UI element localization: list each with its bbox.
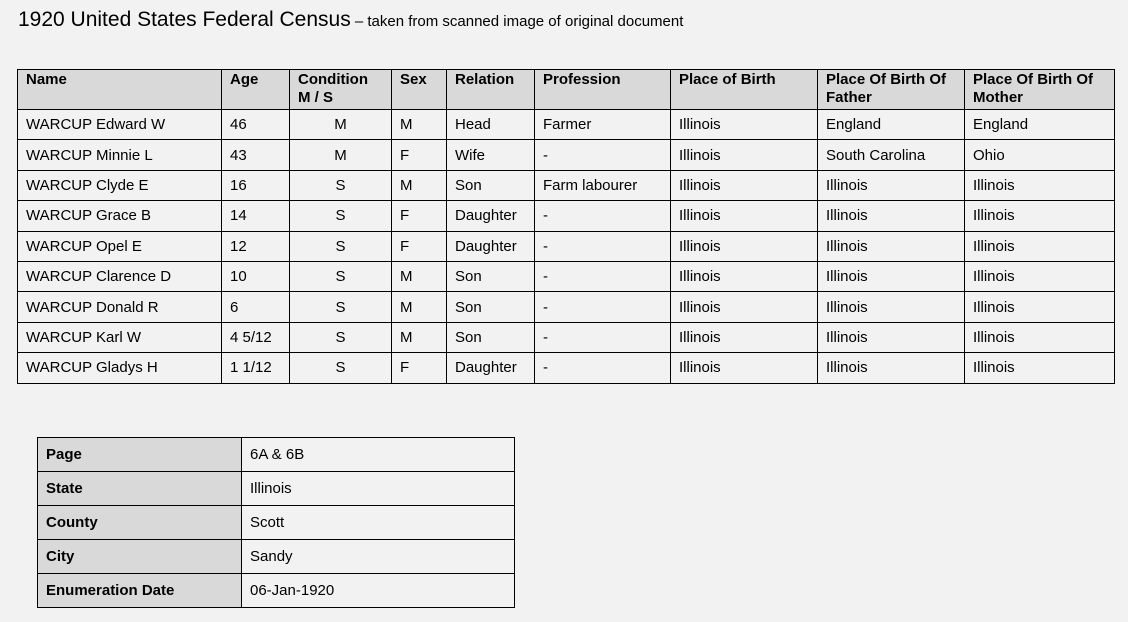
cell-father-birth: England: [818, 110, 965, 140]
cell-sex: M: [392, 261, 447, 291]
header-condition: Condition M / S: [290, 70, 392, 110]
cell-age: 1 1/12: [222, 353, 290, 383]
cell-father-birth: Illinois: [818, 322, 965, 352]
cell-relation: Daughter: [447, 231, 535, 261]
cell-mother-birth: Ohio: [965, 140, 1115, 170]
cell-age: 16: [222, 170, 290, 200]
cell-name: WARCUP Karl W: [18, 322, 222, 352]
header-sex: Sex: [392, 70, 447, 110]
cell-condition: S: [290, 292, 392, 322]
cell-name: WARCUP Minnie L: [18, 140, 222, 170]
detail-row-enumeration-date: [38, 574, 515, 608]
cell-sex: M: [392, 292, 447, 322]
cell-place-of-birth: Illinois: [671, 292, 818, 322]
cell-profession: -: [535, 292, 671, 322]
cell-sex: F: [392, 201, 447, 231]
cell-name: WARCUP Clyde E: [18, 170, 222, 200]
detail-value: Scott: [242, 506, 515, 540]
cell-relation: Head: [447, 110, 535, 140]
cell-profession: -: [535, 140, 671, 170]
detail-row-city: [38, 540, 515, 574]
header-place-of-birth: Place of Birth: [671, 70, 818, 110]
cell-name: WARCUP Donald R: [18, 292, 222, 322]
cell-mother-birth: Illinois: [965, 292, 1115, 322]
census-table: [17, 69, 1115, 384]
cell-relation: Wife: [447, 140, 535, 170]
detail-row-county: [38, 506, 515, 540]
cell-mother-birth: Illinois: [965, 231, 1115, 261]
cell-condition: M: [290, 110, 392, 140]
detail-label: Page: [38, 438, 242, 472]
table-row: [18, 322, 1115, 352]
cell-age: 10: [222, 261, 290, 291]
detail-label: City: [38, 540, 242, 574]
title-subtitle: – taken from scanned image of original document: [350, 13, 684, 30]
cell-condition: S: [290, 322, 392, 352]
table-row: [18, 261, 1115, 291]
table-row: [18, 110, 1115, 140]
detail-label: State: [38, 472, 242, 506]
header-mother-birth: Place Of Birth Of Mother: [965, 70, 1115, 110]
cell-age: 46: [222, 110, 290, 140]
cell-place-of-birth: Illinois: [671, 140, 818, 170]
cell-father-birth: Illinois: [818, 231, 965, 261]
detail-value: 06-Jan-1920: [242, 574, 515, 608]
cell-name: WARCUP Opel E: [18, 231, 222, 261]
detail-row-page: [38, 438, 515, 472]
cell-relation: Son: [447, 170, 535, 200]
cell-condition: M: [290, 140, 392, 170]
cell-age: 4 5/12: [222, 322, 290, 352]
cell-name: WARCUP Edward W: [18, 110, 222, 140]
cell-profession: -: [535, 231, 671, 261]
header-relation: Relation: [447, 70, 535, 110]
cell-age: 12: [222, 231, 290, 261]
cell-profession: -: [535, 353, 671, 383]
cell-condition: S: [290, 201, 392, 231]
cell-place-of-birth: Illinois: [671, 261, 818, 291]
cell-profession: -: [535, 322, 671, 352]
header-age: Age: [222, 70, 290, 110]
cell-sex: M: [392, 110, 447, 140]
cell-profession: Farm labourer: [535, 170, 671, 200]
cell-father-birth: Illinois: [818, 201, 965, 231]
cell-relation: Daughter: [447, 353, 535, 383]
page-title: [18, 8, 683, 32]
cell-mother-birth: Illinois: [965, 201, 1115, 231]
cell-mother-birth: England: [965, 110, 1115, 140]
cell-condition: S: [290, 353, 392, 383]
cell-sex: F: [392, 140, 447, 170]
cell-father-birth: Illinois: [818, 170, 965, 200]
cell-place-of-birth: Illinois: [671, 170, 818, 200]
cell-profession: -: [535, 261, 671, 291]
cell-mother-birth: Illinois: [965, 170, 1115, 200]
table-row: [18, 292, 1115, 322]
cell-place-of-birth: Illinois: [671, 353, 818, 383]
table-row: [18, 231, 1115, 261]
cell-condition: S: [290, 231, 392, 261]
cell-relation: Son: [447, 322, 535, 352]
header-father-birth: Place Of Birth Of Father: [818, 70, 965, 110]
cell-father-birth: South Carolina: [818, 140, 965, 170]
header-name: Name: [18, 70, 222, 110]
cell-father-birth: Illinois: [818, 292, 965, 322]
header-profession: Profession: [535, 70, 671, 110]
cell-place-of-birth: Illinois: [671, 110, 818, 140]
cell-mother-birth: Illinois: [965, 261, 1115, 291]
cell-place-of-birth: Illinois: [671, 201, 818, 231]
title-main: 1920 United States Federal Census: [18, 8, 351, 31]
cell-place-of-birth: Illinois: [671, 231, 818, 261]
cell-name: WARCUP Clarence D: [18, 261, 222, 291]
cell-sex: M: [392, 170, 447, 200]
census-details-table: [37, 437, 515, 608]
cell-age: 43: [222, 140, 290, 170]
detail-label: Enumeration Date: [38, 574, 242, 608]
cell-profession: Farmer: [535, 110, 671, 140]
cell-relation: Son: [447, 292, 535, 322]
cell-condition: S: [290, 261, 392, 291]
cell-sex: M: [392, 322, 447, 352]
detail-value: Sandy: [242, 540, 515, 574]
cell-sex: F: [392, 353, 447, 383]
cell-name: WARCUP Gladys H: [18, 353, 222, 383]
cell-father-birth: Illinois: [818, 261, 965, 291]
table-row: [18, 353, 1115, 383]
cell-mother-birth: Illinois: [965, 322, 1115, 352]
census-header-row: [18, 70, 1115, 110]
cell-relation: Daughter: [447, 201, 535, 231]
table-row: [18, 170, 1115, 200]
cell-father-birth: Illinois: [818, 353, 965, 383]
detail-value: 6A & 6B: [242, 438, 515, 472]
table-row: [18, 140, 1115, 170]
cell-condition: S: [290, 170, 392, 200]
cell-sex: F: [392, 231, 447, 261]
cell-mother-birth: Illinois: [965, 353, 1115, 383]
cell-age: 14: [222, 201, 290, 231]
cell-place-of-birth: Illinois: [671, 322, 818, 352]
cell-age: 6: [222, 292, 290, 322]
detail-value: Illinois: [242, 472, 515, 506]
detail-row-state: [38, 472, 515, 506]
detail-label: County: [38, 506, 242, 540]
table-row: [18, 201, 1115, 231]
cell-relation: Son: [447, 261, 535, 291]
cell-profession: -: [535, 201, 671, 231]
cell-name: WARCUP Grace B: [18, 201, 222, 231]
